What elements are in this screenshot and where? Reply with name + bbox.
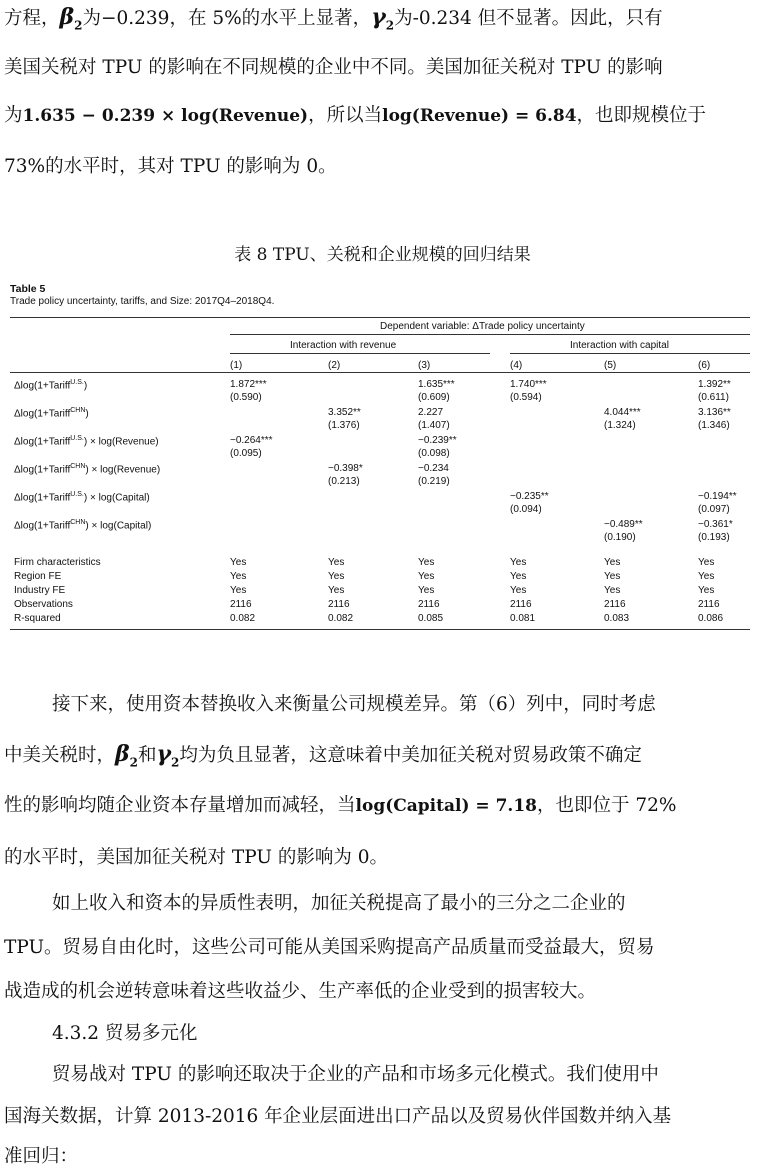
std-error-cell: (0.098) <box>418 448 450 459</box>
gamma-letter: γ <box>371 4 386 30</box>
table-subtitle: Trade policy uncertainty, tariffs, and Size: 2017Q4–2018Q4. <box>10 296 275 307</box>
footer-cell: Yes <box>698 585 715 596</box>
row-label-text: Δlog(1+Tariff <box>14 408 71 420</box>
paragraph-het-line-3: 战造成的机会逆转意味着这些收益少、生产率低的企业受到的损害较大。 <box>4 981 597 1002</box>
row-label <box>14 435 159 447</box>
footer-cell: Yes <box>418 585 435 596</box>
footer-cell: Yes <box>230 557 247 568</box>
footer-row-label: Firm characteristics <box>14 557 101 568</box>
footer-cell: 2116 <box>230 599 252 610</box>
footer-cell: Yes <box>328 571 345 582</box>
column-header: (6) <box>698 360 711 371</box>
std-error-cell: (0.609) <box>418 392 450 403</box>
coefficient-cell: −0.235** <box>510 491 549 502</box>
text-fragment: ，也即位于 72% <box>537 795 677 816</box>
header-bottom-rule <box>10 372 750 373</box>
text-fragment: 为 <box>4 105 23 126</box>
paragraph-mid-line-2 <box>4 741 765 775</box>
footer-cell: Yes <box>510 571 527 582</box>
row-label <box>14 379 87 391</box>
table-label: Table 5 <box>10 283 46 295</box>
paragraph-top-line-2: 美国关税对 TPU 的影响在不同规模的企业中不同。美国加征关税对 TPU 的影响 <box>4 57 663 78</box>
coefficient-cell: 2.227 <box>418 407 444 418</box>
row-label <box>14 519 151 531</box>
text-fragment: 为−0.239，在 5%的水平上显著， <box>82 8 372 29</box>
text-fragment: ，所以当 <box>308 105 383 126</box>
row-label <box>14 407 89 419</box>
footer-cell: Yes <box>328 585 345 596</box>
row-label-superscript: CHN <box>70 463 86 470</box>
row-label-text: Δlog(1+Tariff <box>14 380 71 392</box>
paragraph-mid-line-1: 接下来，使用资本替换收入来衡量公司规模差异。第（6）列中，同时考虑 <box>52 694 656 715</box>
footer-cell: Yes <box>230 571 247 582</box>
std-error-cell: (0.190) <box>604 532 636 543</box>
row-label-superscript: U.S. <box>70 435 84 442</box>
footer-cell: Yes <box>230 585 247 596</box>
footer-cell: 2116 <box>604 599 626 610</box>
table-body <box>10 283 750 633</box>
group-header-capital: Interaction with capital <box>570 340 669 351</box>
paragraph-het-line-1: 如上收入和资本的异质性表明，加征关税提高了最小的三分之二企业的 <box>52 893 626 914</box>
coefficient-cell: −0.398* <box>328 463 363 474</box>
coefficient-cell: 3.136** <box>698 407 731 418</box>
footer-cell: Yes <box>510 585 527 596</box>
coefficient-cell: −0.239** <box>418 435 457 446</box>
paragraph-div-line-2: 国海关数据，计算 2013-2016 年企业层面进出口产品以及贸易伙伴国数并纳入基 <box>4 1106 672 1127</box>
gamma-letter: γ <box>156 741 172 767</box>
footer-cell: Yes <box>328 557 345 568</box>
row-label-superscript: CHN <box>70 407 86 414</box>
group-rule-capital <box>510 353 750 354</box>
footer-row-label: Region FE <box>14 571 62 582</box>
footer-cell: Yes <box>418 557 435 568</box>
row-label <box>14 463 160 475</box>
std-error-cell: (1.346) <box>698 420 730 431</box>
row-label-text: Δlog(1+Tariff <box>14 464 71 476</box>
coefficient-cell: 1.872*** <box>230 379 267 390</box>
column-header: (1) <box>230 360 243 371</box>
footer-row-label: Observations <box>14 599 73 610</box>
row-label-superscript: CHN <box>70 519 86 526</box>
footer-row-label: R-squared <box>14 613 61 624</box>
beta-subscript: 2 <box>74 18 83 33</box>
text-fragment: 均为负且显著，这意味着中美加征关税对贸易政策不确定 <box>179 745 642 766</box>
std-error-cell: (0.094) <box>510 504 542 515</box>
row-label-superscript: U.S. <box>70 379 84 386</box>
footer-cell: 0.083 <box>604 613 630 624</box>
formula-revenue-threshold: log(Revenue) = 6.84 <box>382 106 577 126</box>
text-fragment: 中美关税时， <box>4 745 116 766</box>
row-label-superscript: U.S. <box>70 491 84 498</box>
text-fragment: 为-0.234 但不显著。因此，只有 <box>394 8 663 29</box>
footer-cell: Yes <box>604 585 621 596</box>
footer-cell: 0.082 <box>328 613 354 624</box>
row-label-text: ) × log(Revenue) <box>83 436 159 448</box>
column-header: (2) <box>328 360 341 371</box>
std-error-cell: (1.324) <box>604 420 636 431</box>
paragraph-het-line-2: TPU。贸易自由化时，这些公司可能从美国采购提高产品质量而受益最大，贸易 <box>4 937 655 958</box>
gamma-symbol <box>371 4 395 33</box>
text-fragment: ，也即规模位于 <box>576 105 707 126</box>
gamma-symbol <box>156 741 180 770</box>
column-header: (5) <box>604 360 617 371</box>
std-error-cell: (0.095) <box>230 448 262 459</box>
footer-cell: Yes <box>604 557 621 568</box>
row-label-text: Δlog(1+Tariff <box>14 436 71 448</box>
paragraph-mid-line-3 <box>4 793 765 819</box>
coefficient-cell: −0.361* <box>698 519 733 530</box>
text-fragment: 方程， <box>4 8 60 29</box>
paragraph-top-line-4: 73%的水平时，其对 TPU 的影响为 0。 <box>4 156 337 177</box>
coefficient-cell: 1.635*** <box>418 379 455 390</box>
coefficient-cell: −0.194** <box>698 491 737 502</box>
row-label-text: ) × log(Capital) <box>83 492 150 504</box>
regression-table <box>10 283 750 624</box>
std-error-cell: (0.213) <box>328 476 360 487</box>
row-label <box>14 491 150 503</box>
footer-cell: 2116 <box>418 599 440 610</box>
footer-cell: Yes <box>604 571 621 582</box>
row-label-text: Δlog(1+Tariff <box>14 520 71 532</box>
std-error-cell: (1.407) <box>418 420 450 431</box>
coefficient-cell: 1.392** <box>698 379 731 390</box>
footer-cell: Yes <box>698 571 715 582</box>
dep-var-header: Dependent variable: ΔTrade policy uncertainty <box>380 321 585 332</box>
footer-cell: 2116 <box>698 599 720 610</box>
std-error-cell: (0.097) <box>698 504 730 515</box>
std-error-cell: (0.594) <box>510 392 542 403</box>
row-label-text: ) <box>83 380 88 392</box>
beta-subscript: 2 <box>129 755 138 770</box>
footer-cell: 2116 <box>328 599 350 610</box>
row-label-text: ) <box>85 408 89 420</box>
formula-revenue: 1.635 − 0.239 × log(Revenue) <box>22 106 309 126</box>
beta-letter: β <box>59 4 75 30</box>
row-label-text: ) × log(Revenue) <box>85 464 161 476</box>
footer-cell: 2116 <box>510 599 532 610</box>
table-top-rule <box>10 317 750 318</box>
gamma-subscript: 2 <box>171 755 180 770</box>
footer-cell: 0.086 <box>698 613 724 624</box>
group-rule-revenue <box>230 353 490 354</box>
table-caption: 表 8 TPU、关税和企业规模的回归结果 <box>234 245 531 265</box>
paragraph-top-line-1 <box>4 4 765 38</box>
text-fragment: 性的影响均随企业资本存量增加而减轻，当 <box>4 795 356 816</box>
beta-symbol <box>115 741 138 770</box>
row-label-text: Δlog(1+Tariff <box>14 492 71 504</box>
row-label-text: ) × log(Capital) <box>85 520 152 532</box>
gamma-subscript: 2 <box>385 18 395 33</box>
footer-cell: 0.085 <box>418 613 444 624</box>
section-heading: 4.3.2 贸易多元化 <box>52 1023 198 1044</box>
footer-cell: Yes <box>418 571 435 582</box>
group-header-revenue: Interaction with revenue <box>290 340 397 351</box>
text-fragment: 和 <box>137 745 157 766</box>
coefficient-cell: −0.234 <box>418 463 449 474</box>
paragraph-div-line-1: 贸易战对 TPU 的影响还取决于企业的产品和市场多元化模式。我们使用中 <box>52 1064 659 1085</box>
coefficient-cell: 1.740*** <box>510 379 547 390</box>
column-header: (4) <box>510 360 523 371</box>
footer-row-label: Industry FE <box>14 585 66 596</box>
std-error-cell: (0.590) <box>230 392 262 403</box>
coefficient-cell: −0.489** <box>604 519 643 530</box>
column-header: (3) <box>418 360 431 371</box>
coefficient-cell: 3.352** <box>328 407 361 418</box>
std-error-cell: (0.219) <box>418 476 450 487</box>
footer-cell: Yes <box>698 557 715 568</box>
dep-var-rule <box>230 334 750 335</box>
coefficient-cell: −0.264*** <box>230 435 273 446</box>
footer-cell: Yes <box>510 557 527 568</box>
std-error-cell: (1.376) <box>328 420 360 431</box>
formula-capital-threshold: log(Capital) = 7.18 <box>355 796 537 816</box>
std-error-cell: (0.193) <box>698 532 730 543</box>
coefficient-cell: 4.044*** <box>604 407 641 418</box>
paragraph-mid-line-4: 的水平时，美国加征关税对 TPU 的影响为 0。 <box>4 847 388 868</box>
footer-cell: 0.082 <box>230 613 256 624</box>
std-error-cell: (0.611) <box>698 392 729 403</box>
paragraph-div-line-3: 准回归： <box>4 1146 79 1167</box>
paragraph-top-line-3 <box>4 103 765 129</box>
footer-cell: 0.081 <box>510 613 536 624</box>
beta-letter: β <box>115 741 130 767</box>
beta-symbol <box>59 4 83 33</box>
table-bottom-rule <box>10 629 750 630</box>
